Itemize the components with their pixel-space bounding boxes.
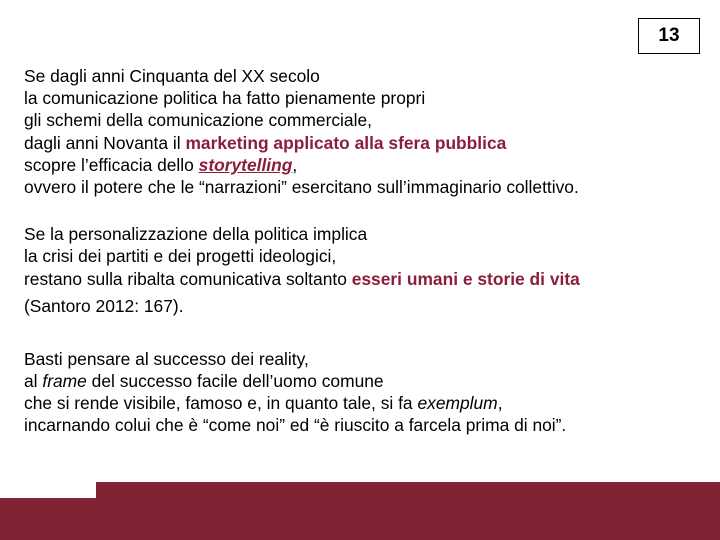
text-line: la crisi dei partiti e dei progetti ideologici, <box>24 246 337 267</box>
page-number: 13 <box>658 25 680 46</box>
text-line: restano sulla ribalta comunicativa soltanto esseri umani e storie di vita <box>24 268 580 289</box>
text-line: Se la personalizzazione della politica implica <box>24 224 368 245</box>
footer-notch <box>0 482 96 498</box>
text-line: dagli anni Novanta il marketing applicato alla sfera pubblica <box>24 132 507 153</box>
footer-bar <box>0 482 720 540</box>
page-number-box <box>638 18 700 54</box>
text-line: la comunicazione politica ha fatto pienamente propri <box>24 88 426 109</box>
text-line: incarnando colui che è “come noi” ed “è riuscito a farcela prima di noi”. <box>24 415 567 436</box>
slide-body <box>24 65 704 437</box>
paragraph-2 <box>24 223 704 323</box>
italic-frame: frame <box>42 371 87 392</box>
text-line: Basti pensare al successo dei reality, <box>24 348 309 369</box>
text-line: scopre l’efficacia dello storytelling, <box>24 154 298 175</box>
citation-line: (Santoro 2012: 167). <box>24 295 184 316</box>
text-line: gli schemi della comunicazione commerciale, <box>24 110 372 131</box>
text-line: ovvero il potere che le “narrazioni” esercitano sull’immaginario collettivo. <box>24 177 579 198</box>
highlight-esseri-umani: esseri umani e storie di vita <box>351 268 580 289</box>
text-line: al frame del successo facile dell’uomo comune <box>24 371 384 392</box>
paragraph-3 <box>24 348 704 437</box>
text-line: Se dagli anni Cinquanta del XX secolo <box>24 66 320 86</box>
paragraph-1 <box>24 65 704 198</box>
highlight-storytelling: storytelling <box>198 154 293 175</box>
highlight-marketing: marketing applicato alla sfera pubblica <box>185 132 507 153</box>
text-line: che si rende visibile, famoso e, in quanto tale, si fa exemplum, <box>24 393 503 414</box>
italic-exemplum: exemplum <box>417 393 498 414</box>
